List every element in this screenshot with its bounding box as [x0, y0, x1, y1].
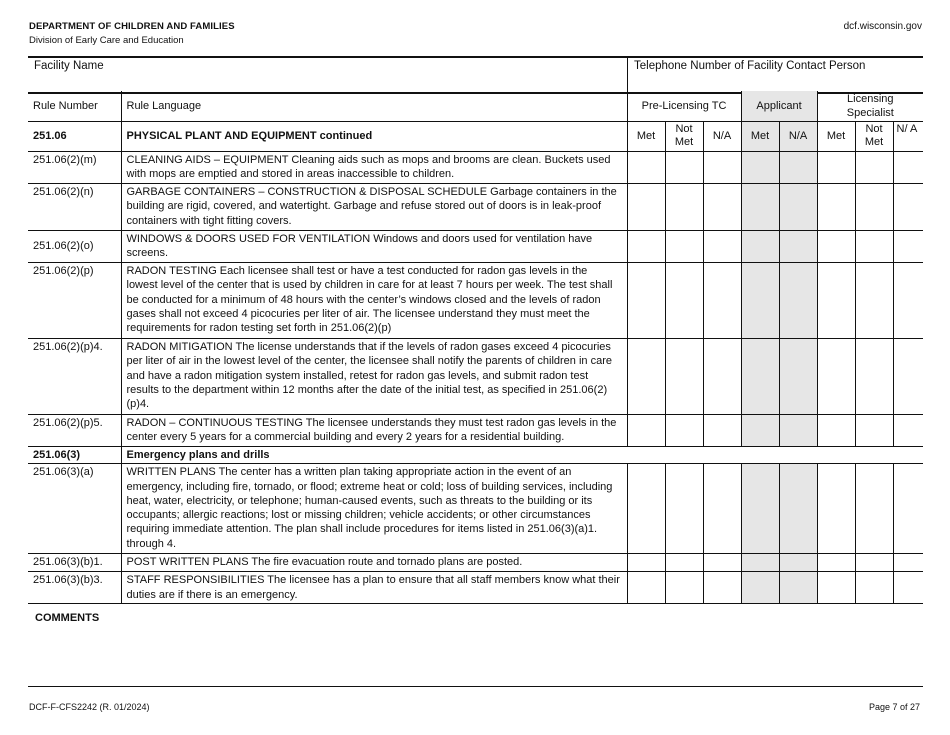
checkbox-cell[interactable]	[703, 554, 741, 572]
checkbox-cell[interactable]	[627, 263, 665, 339]
rule-number: 251.06(2)(p)5.	[28, 415, 121, 447]
checkbox-cell[interactable]	[665, 572, 703, 604]
checkbox-cell[interactable]	[817, 263, 855, 339]
checkbox-cell[interactable]	[779, 152, 817, 184]
licensing-specialist-header: Licensing Specialist	[817, 91, 923, 122]
checkbox-cell[interactable]	[703, 231, 741, 263]
checkbox-cell[interactable]	[817, 184, 855, 231]
checkbox-cell[interactable]	[817, 554, 855, 572]
facility-info-table	[28, 56, 923, 94]
checkbox-cell[interactable]	[741, 464, 779, 554]
checkbox-cell[interactable]	[741, 572, 779, 604]
rule-number: 251.06(2)(m)	[28, 152, 121, 184]
checkbox-cell[interactable]	[665, 231, 703, 263]
table-row	[28, 152, 923, 184]
section2-number: 251.06(3)	[28, 447, 121, 464]
form-id: DCF-F-CFS2242 (R. 01/2024)	[29, 702, 150, 712]
checkbox-cell[interactable]	[703, 415, 741, 447]
col-pre-na: N/A	[703, 122, 741, 152]
department-name: DEPARTMENT OF CHILDREN AND FAMILIES	[29, 21, 235, 32]
checkbox-cell[interactable]	[893, 339, 923, 415]
checkbox-cell[interactable]	[855, 263, 893, 339]
checkbox-cell[interactable]	[665, 554, 703, 572]
checkbox-cell[interactable]	[817, 415, 855, 447]
document-header	[29, 21, 235, 46]
checkbox-cell[interactable]	[893, 464, 923, 554]
checkbox-cell[interactable]	[779, 231, 817, 263]
checkbox-cell[interactable]	[779, 415, 817, 447]
section-row	[28, 447, 923, 464]
checkbox-cell[interactable]	[779, 339, 817, 415]
rule-number: 251.06(3)(a)	[28, 464, 121, 554]
checkbox-cell[interactable]	[665, 184, 703, 231]
checkbox-cell[interactable]	[817, 152, 855, 184]
col-ls-na: N/ A	[893, 122, 923, 152]
checkbox-cell[interactable]	[817, 464, 855, 554]
checkbox-cell[interactable]	[741, 339, 779, 415]
rule-language: STAFF RESPONSIBILITIES The licensee has a plan to ensure that all staff members know what their duties are if there is an emergency.	[121, 572, 627, 604]
checkbox-cell[interactable]	[665, 339, 703, 415]
checkbox-cell[interactable]	[893, 415, 923, 447]
checkbox-cell[interactable]	[893, 184, 923, 231]
checkbox-cell[interactable]	[893, 231, 923, 263]
checkbox-cell[interactable]	[627, 572, 665, 604]
checkbox-cell[interactable]	[665, 263, 703, 339]
checkbox-cell[interactable]	[893, 572, 923, 604]
col-ls-met: Met	[817, 122, 855, 152]
checkbox-cell[interactable]	[817, 572, 855, 604]
checkbox-cell[interactable]	[855, 339, 893, 415]
checkbox-cell[interactable]	[627, 184, 665, 231]
rule-number: 251.06(2)(n)	[28, 184, 121, 231]
table-row	[28, 339, 923, 415]
division-name: Division of Early Care and Education	[29, 35, 184, 46]
table-row	[28, 263, 923, 339]
checkbox-cell[interactable]	[893, 152, 923, 184]
checkbox-cell[interactable]	[703, 464, 741, 554]
table-row	[28, 184, 923, 231]
rule-number: 251.06(2)(p)4.	[28, 339, 121, 415]
checkbox-cell[interactable]	[855, 464, 893, 554]
checkbox-cell[interactable]	[703, 263, 741, 339]
checkbox-cell[interactable]	[703, 184, 741, 231]
checkbox-cell[interactable]	[627, 152, 665, 184]
section2-title: Emergency plans and drills	[121, 447, 923, 464]
rule-language: RADON TESTING Each licensee shall test or have a test conducted for radon gas levels in the lowest level of the center that is used by children in care for at least 7 hours per week. The test shall be conducted for a minimum of 48 hours with the center’s windows closed and the levels of radon gases shall not exceed 4 picocuries per liter of air. The licensee understand they must meet the requirements for radon testing set forth in 251.06(2)(p)	[121, 263, 627, 339]
checkbox-cell[interactable]	[779, 184, 817, 231]
checkbox-cell[interactable]	[703, 339, 741, 415]
checkbox-cell[interactable]	[665, 415, 703, 447]
rule-language: WINDOWS & DOORS USED FOR VENTILATION Windows and doors used for ventilation have screens.	[121, 231, 627, 263]
footer-divider	[28, 686, 923, 687]
checkbox-cell[interactable]	[703, 152, 741, 184]
checkbox-cell[interactable]	[855, 184, 893, 231]
checkbox-cell[interactable]	[741, 554, 779, 572]
telephone-field[interactable]: Telephone Number of Facility Contact Person	[628, 57, 924, 93]
checkbox-cell[interactable]	[627, 339, 665, 415]
table-row	[28, 554, 923, 572]
table-row	[28, 231, 923, 263]
checkbox-cell[interactable]	[627, 231, 665, 263]
rule-number: 251.06(2)(o)	[28, 231, 121, 263]
checkbox-cell[interactable]	[855, 152, 893, 184]
rule-language: GARBAGE CONTAINERS – CONSTRUCTION & DISPOSAL SCHEDULE Garbage containers in the building are rigid, covered, and watertight. Garbage and refuse stored out of doors is in leak-proof containers with tight fitting covers.	[121, 184, 627, 231]
rule-language: WRITTEN PLANS The center has a written plan taking appropriate action in the event of an emergency, including fire, tornado, or flood; extreme heat or cold; loss of building services, including heat, water, electricity, or telephone; human-caused events, such as threats to the building or its occupants; allergic reactions; lost or missing children; vehicle accidents; or other circumstances requiring immediate attention. The plan shall include procedures for items listed in 251.06(3)(a)1. through 4.	[121, 464, 627, 554]
facility-name-field[interactable]: Facility Name	[28, 57, 628, 93]
rule-number: 251.06(2)(p)	[28, 263, 121, 339]
col-app-met: Met	[741, 122, 779, 152]
checkbox-cell[interactable]	[893, 554, 923, 572]
rule-language: POST WRITTEN PLANS The fire evacuation route and tornado plans are posted.	[121, 554, 627, 572]
section-number: 251.06	[28, 122, 121, 152]
rule-number-header: Rule Number	[28, 91, 121, 122]
rule-language-header: Rule Language	[121, 91, 627, 122]
checkbox-cell[interactable]	[741, 152, 779, 184]
checkbox-cell[interactable]	[855, 415, 893, 447]
checkbox-cell[interactable]	[817, 231, 855, 263]
checkbox-cell[interactable]	[741, 184, 779, 231]
rule-number: 251.06(3)(b)3.	[28, 572, 121, 604]
comments-label: COMMENTS	[35, 612, 100, 624]
checkbox-cell[interactable]	[627, 464, 665, 554]
checkbox-cell[interactable]	[627, 554, 665, 572]
col-pre-met: Met	[627, 122, 665, 152]
rule-number: 251.06(3)(b)1.	[28, 554, 121, 572]
table-row	[28, 464, 923, 554]
checkbox-cell[interactable]	[779, 572, 817, 604]
applicant-header: Applicant	[741, 91, 817, 122]
checkbox-cell[interactable]	[779, 263, 817, 339]
checkbox-cell[interactable]	[627, 415, 665, 447]
checkbox-cell[interactable]	[741, 263, 779, 339]
col-ls-not-met: Not Met	[855, 122, 893, 152]
rule-language: RADON MITIGATION The license understands that if the levels of radon gases exceed 4 picocuries per liter of air in the lowest level of the center, the licensee shall notify the parents of children in care and have a radon mitigation system installed, retest for radon gas levels, and submit radon test results to the department within 12 months after the date of the initial test, as specified in 251.06(2)(p)4.	[121, 339, 627, 415]
rule-language: CLEANING AIDS – EQUIPMENT Cleaning aids such as mops and brooms are clean. Buckets used with mops are emptied and stored in areas inaccessible to children.	[121, 152, 627, 184]
checkbox-cell[interactable]	[665, 152, 703, 184]
checkbox-cell[interactable]	[665, 464, 703, 554]
section-title: PHYSICAL PLANT AND EQUIPMENT continued	[121, 122, 627, 152]
checkbox-cell[interactable]	[855, 554, 893, 572]
checkbox-cell[interactable]	[855, 572, 893, 604]
checkbox-cell[interactable]	[741, 415, 779, 447]
checkbox-cell[interactable]	[817, 339, 855, 415]
table-row	[28, 415, 923, 447]
checkbox-cell[interactable]	[893, 263, 923, 339]
col-app-na: N/A	[779, 122, 817, 152]
website: dcf.wisconsin.gov	[843, 21, 922, 32]
rule-language: RADON – CONTINUOUS TESTING The licensee understands they must test radon gas levels in the center every 5 years for a commercial building and every 2 years for a residential building.	[121, 415, 627, 447]
checkbox-cell[interactable]	[741, 231, 779, 263]
rules-table	[28, 91, 923, 604]
pre-licensing-header: Pre-Licensing TC	[627, 91, 741, 122]
col-pre-not-met: Not Met	[665, 122, 703, 152]
checkbox-cell[interactable]	[779, 554, 817, 572]
checkbox-cell[interactable]	[855, 231, 893, 263]
checkbox-cell[interactable]	[779, 464, 817, 554]
table-row	[28, 572, 923, 604]
page-number: Page 7 of 27	[868, 702, 920, 712]
checkbox-cell[interactable]	[703, 572, 741, 604]
